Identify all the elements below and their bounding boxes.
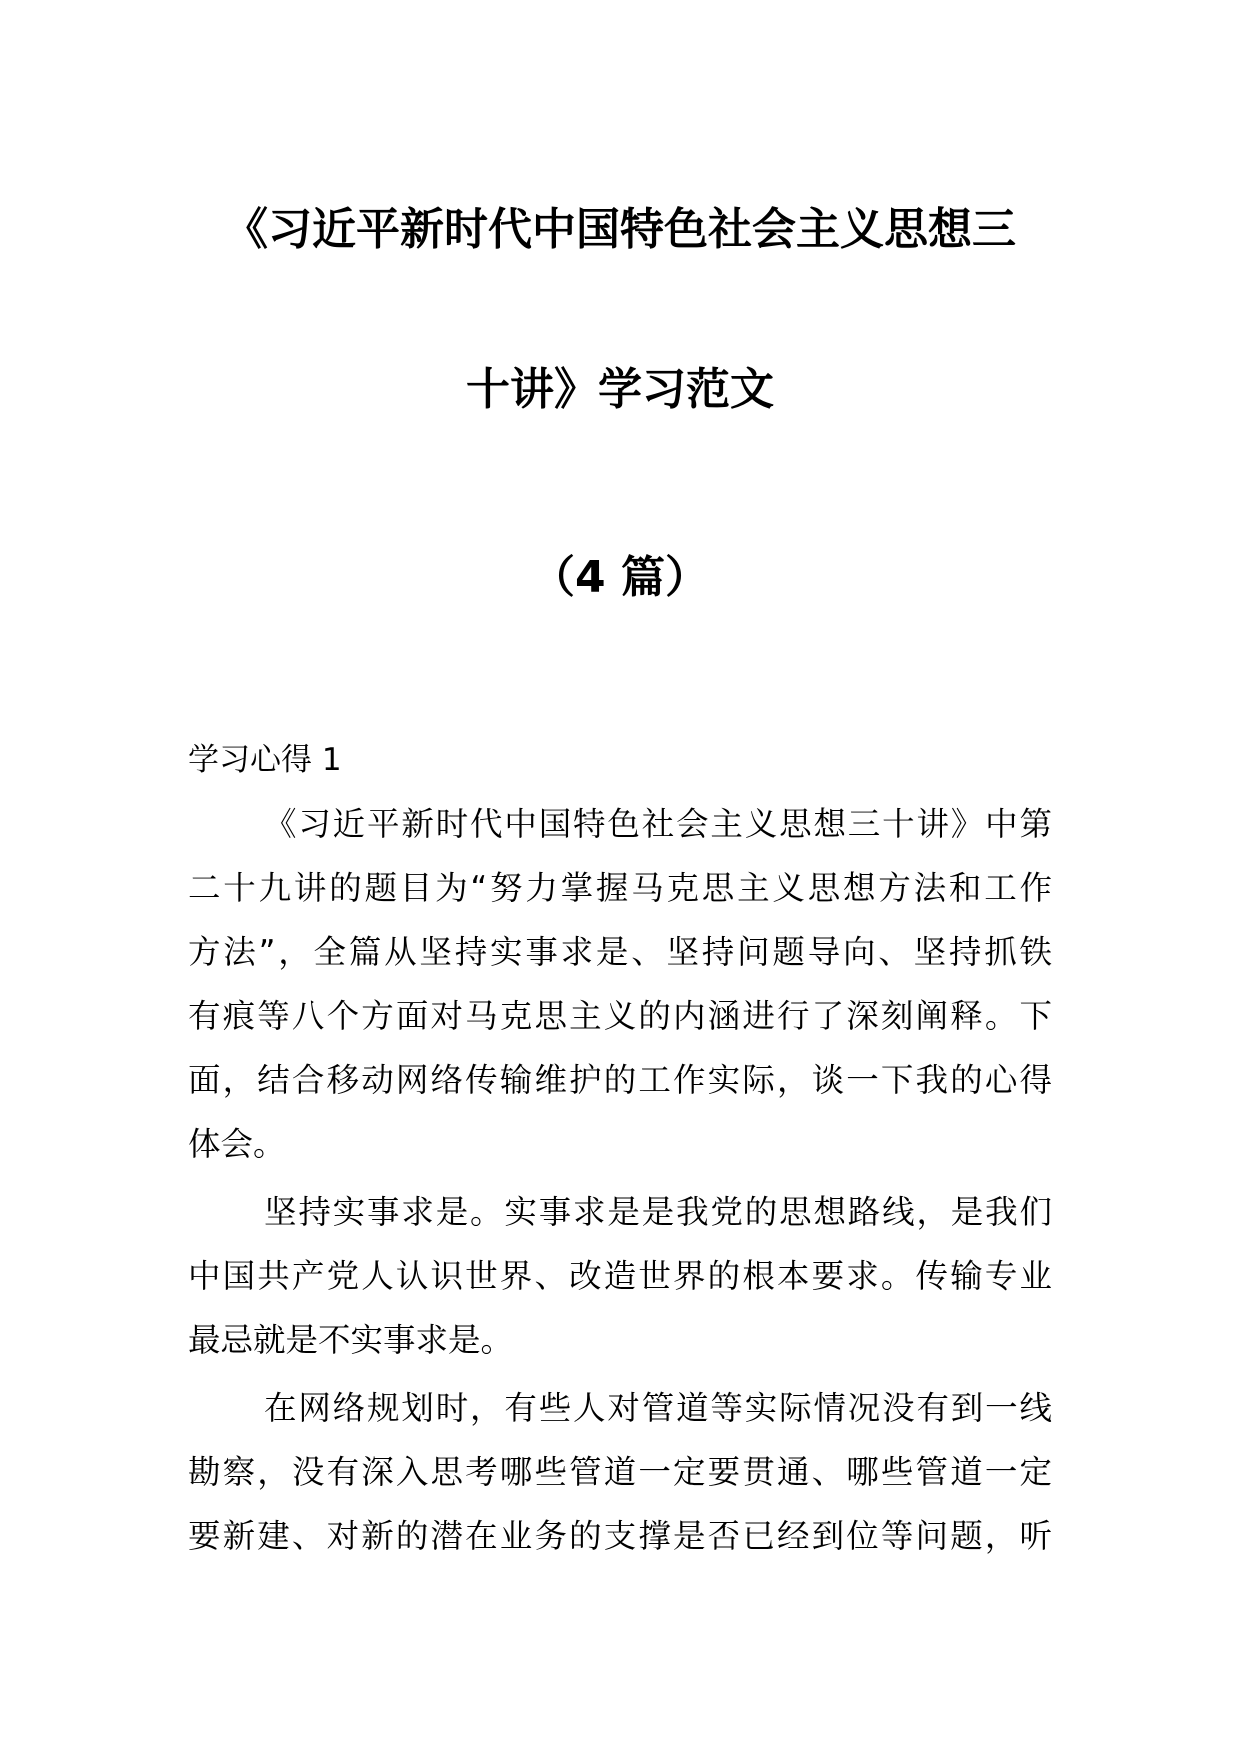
paragraph-3	[188, 1376, 1052, 1568]
document-title-line-1: 《习近平新时代中国特色社会主义思想三	[224, 204, 1016, 255]
section-heading: 学习心得 1	[188, 742, 342, 778]
paragraph-line: 《习近平新时代中国特色社会主义思想三十讲》中第	[264, 805, 1052, 843]
paragraph-line: 面，结合移动网络传输维护的工作实际，谈一下我的心得	[188, 1061, 1052, 1099]
paragraph-line: 有痕等八个方面对马克思主义的内涵进行了深刻阐释。下	[188, 997, 1052, 1035]
paragraph-2	[188, 1180, 1052, 1372]
document-title-line-2: 十讲》学习范文	[466, 364, 774, 415]
paragraph-line: 坚持实事求是。实事求是是我党的思想路线，是我们	[264, 1193, 1052, 1231]
paragraph-line: 体会。	[188, 1125, 286, 1163]
paragraph-line: 勘察，没有深入思考哪些管道一定要贯通、哪些管道一定	[188, 1453, 1052, 1491]
paragraph-1	[188, 792, 1052, 1176]
paragraph-line: 中国共产党人认识世界、改造世界的根本要求。传输专业	[188, 1257, 1052, 1295]
paragraph-line: 要新建、对新的潜在业务的支撑是否已经到位等问题，听	[188, 1517, 1052, 1555]
document-subtitle-count: （4 篇）	[531, 552, 709, 603]
paragraph-line: 二十九讲的题目为“努力掌握马克思主义思想方法和工作	[188, 869, 1052, 907]
paragraph-line: 方法”，全篇从坚持实事求是、坚持问题导向、坚持抓铁	[188, 933, 1052, 971]
paragraph-line: 最忌就是不实事求是。	[188, 1321, 514, 1359]
paragraph-line: 在网络规划时，有些人对管道等实际情况没有到一线	[264, 1389, 1052, 1427]
